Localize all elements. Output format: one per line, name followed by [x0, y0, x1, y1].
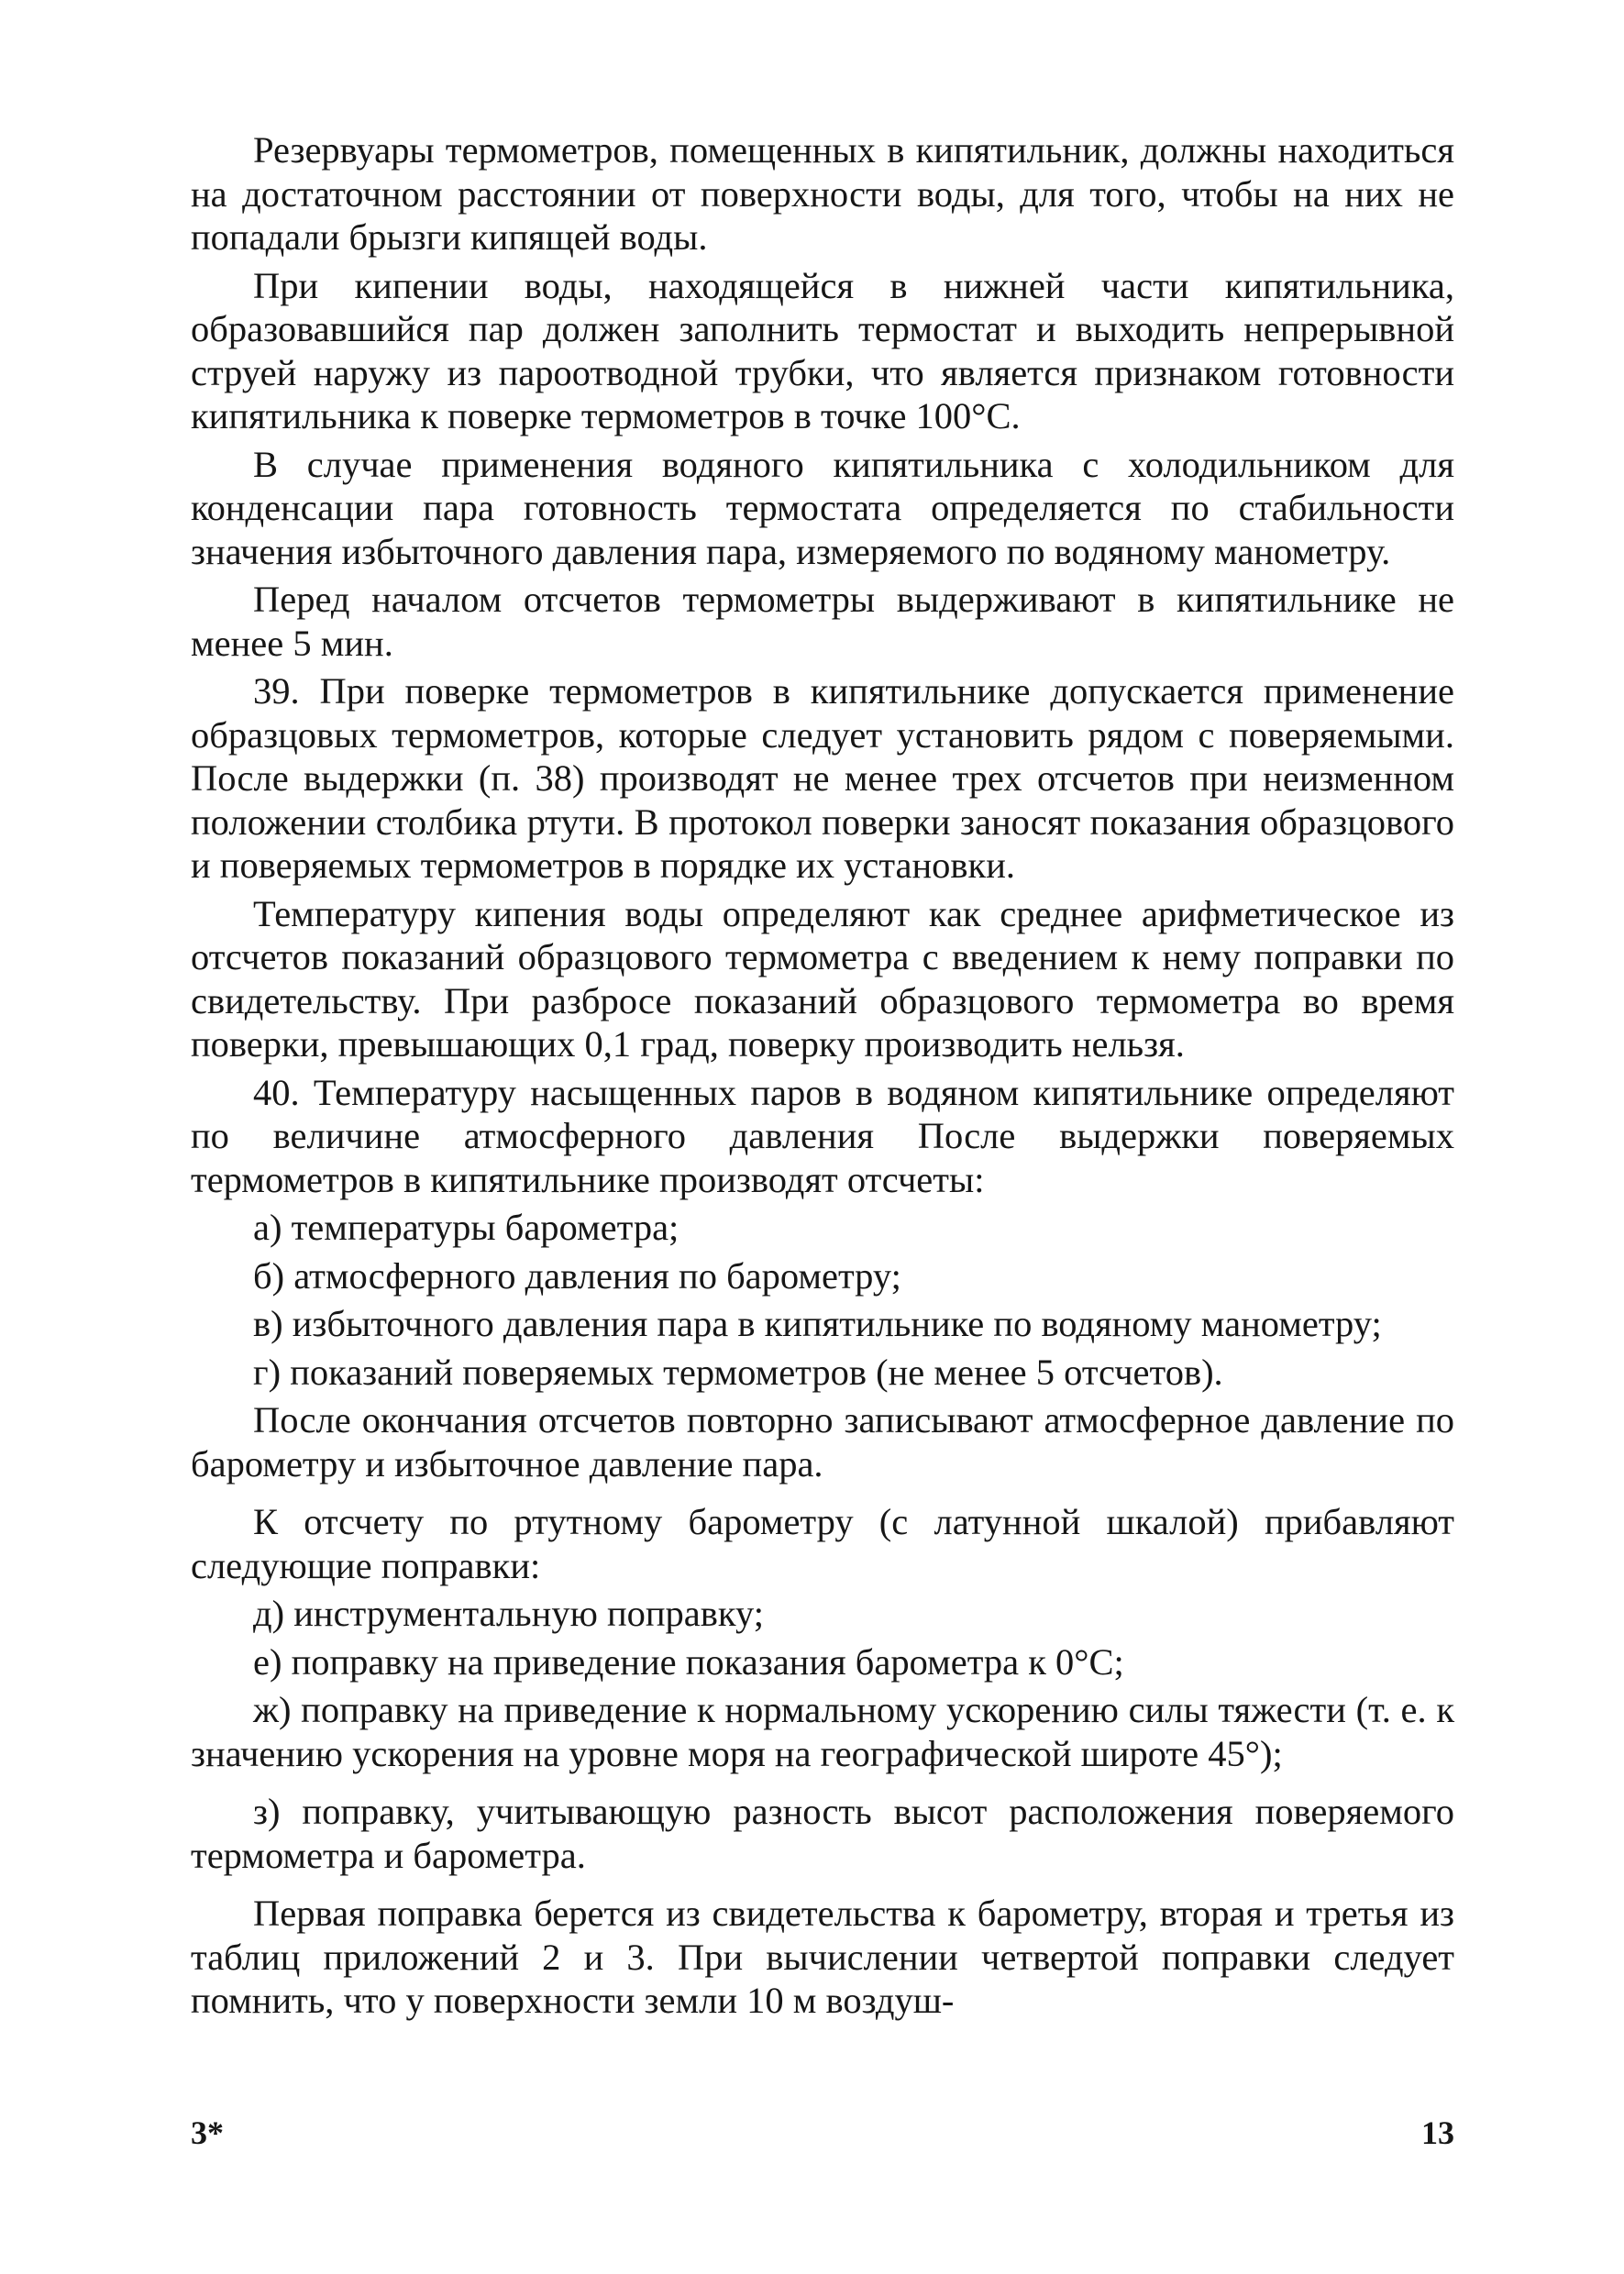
page-number: 13	[1421, 2114, 1454, 2151]
paragraph-hold-time: Перед началом отсчетов термометры выдерживают в кипятильнике не менее 5 мин.	[191, 579, 1454, 664]
page-body	[191, 128, 1454, 2027]
paragraph-item-40: 40. Температуру насыщенных паров в водяном кипятильнике определяют по величине атмосферного давления После выдержки поверяемых термометров в кипятильнике производят отсчеты:	[191, 1071, 1454, 1200]
list-item-a: а) температуры барометра;	[253, 1207, 679, 1248]
paragraph-first-correction: Первая поправка берется из свидетельства к барометру, вторая и третья из таблиц приложений 2 и 3. При вычислении четвертой поправки следует помнить, что у поверхности земли 10 м воздуш-	[191, 1893, 1454, 2021]
paragraph-condenser: В случае применения водяного кипятильника с холодильником для конденсации пара готовность термостата определяется по стабильности значения избыточного давления пара, измеряемого по водяному манометру.	[191, 443, 1454, 572]
paragraph-barometer-corrections: К отсчету по ртутному барометру (с латунной шкалой) прибавляют следующие поправки:	[191, 1501, 1454, 1586]
paragraph-boiling-temperature: Температуру кипения воды определяют как среднее арифметическое из отсчетов показаний образцового термометра с введением к нему поправки по свидетельству. При разбросе показаний образцового термометра во время поверки, превышающих 0,1 град, поверку производить нельзя.	[191, 892, 1454, 1065]
page-footer	[191, 2114, 1454, 2158]
list-item-zh: ж) поправку на приведение к нормальному ускорению силы тяжести (т. е. к значению ускорения на уровне моря на географической широте 45°);	[191, 1689, 1454, 1774]
paragraph-boiling: При кипении воды, находящейся в нижней части кипятильника, образовавшийся пар должен заполнить термостат и выходить непрерывной струей наружу из пароотводной трубки, что является признаком готовности кипятильника к поверке термометров в точке 100°С.	[191, 264, 1454, 436]
list-item-g: г) показаний поверяемых термометров (не менее 5 отсчетов).	[253, 1351, 1223, 1393]
list-item-v: в) избыточного давления пара в кипятильнике по водяному манометру;	[253, 1303, 1382, 1344]
paragraph-item-39: 39. При поверке термометров в кипятильнике допускается применение образцовых термометров, которые следует установить рядом с поверяемыми. После выдержки (п. 38) производят не менее трех отсчетов при неизменном положении столбика ртути. В протокол поверки заносят показания образцового и поверяемых термометров в порядке их установки.	[191, 670, 1454, 886]
signature-mark: 3*	[191, 2114, 224, 2151]
paragraph-reservoirs: Резервуары термометров, помещенных в кипятильник, должны находиться на достаточном расстоянии от поверхности воды, для того, чтобы на них не попадали брызги кипящей воды.	[191, 129, 1454, 258]
paragraph-after-readings: После окончания отсчетов повторно записывают атмосферное давление по барометру и избыточное давление пара.	[191, 1399, 1454, 1485]
list-item-e: е) поправку на приведение показания барометра к 0°С;	[253, 1640, 1124, 1683]
list-item-b: б) атмосферного давления по барометру;	[253, 1254, 901, 1297]
list-item-d: д) инструментальную поправку;	[253, 1593, 764, 1634]
list-item-z: з) поправку, учитывающую разность высот расположения поверяемого термометра и барометра.	[191, 1791, 1454, 1876]
